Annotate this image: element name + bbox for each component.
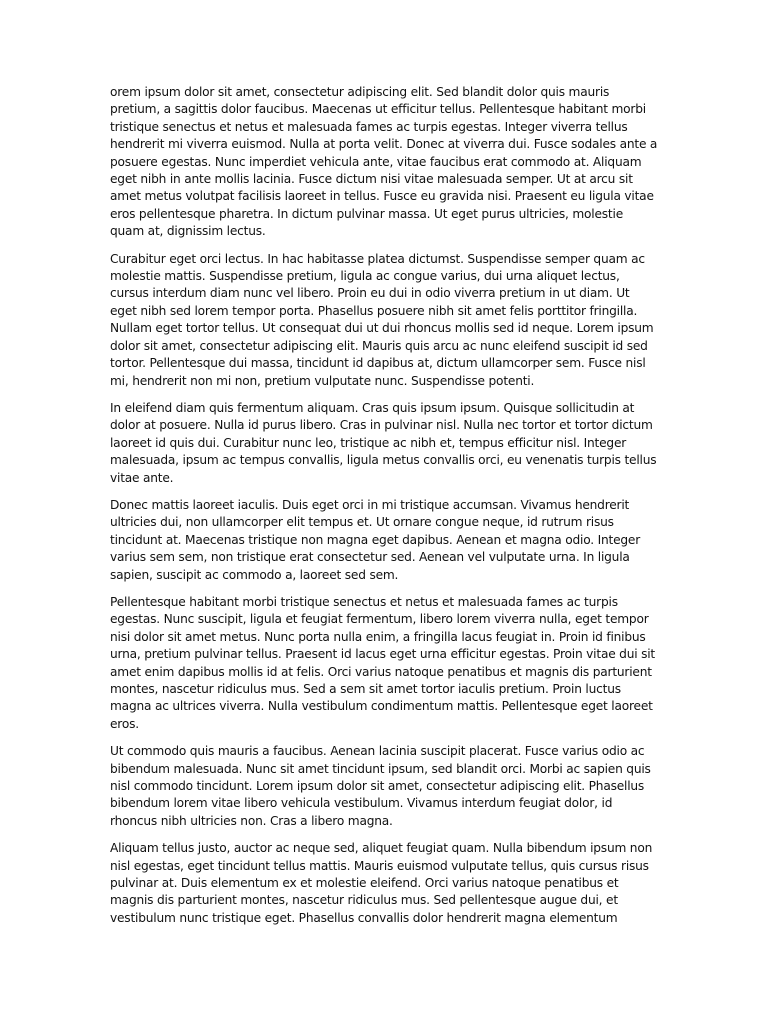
paragraph-2: Curabitur eget orci lectus. In hac habitasse platea dictumst. Suspendisse semper quam ac molestie mattis. Suspendisse pretium, ligula ac congue varius, dui urna aliquet lectus, cursus interdum diam nunc vel libero. Proin eu dui in odio viverra pretium in ut diam. Ut eget nibh sed lorem tempor porta. Phasellus posuere nibh sit amet felis porttitor fringilla. Nullam eget tortor tellus. Ut consequat dui ut dui rhoncus mollis sed id neque. Lorem ipsum dolor sit amet, consectetur adipiscing elit. Mauris quis arcu ac nunc eleifend suscipit id sed tortor. Pellentesque dui massa, tincidunt id dapibus at, dictum ullamcorper sem. Fusce nisl mi, hendrerit non mi non, pretium vulputate nunc. Suspendisse potenti. — [110, 251, 654, 388]
paragraph-1: orem ipsum dolor sit amet, consectetur adipiscing elit. Sed blandit dolor quis mauris pretium, a sagittis dolor faucibus. Maecenas ut efficitur tellus. Pellentesque habitant morbi tristique senectus et netus et malesuada fames ac turpis egestas. Integer viverra tellus hendrerit mi viverra euismod. Nulla at porta velit. Donec at viverra dui. Fusce sodales ante a posuere egestas. Nunc imperdiet vehicula ante, vitae faucibus erat commodo at. Aliquam eget nibh in ante mollis lacinia. Fusce dictum nisi vitae malesuada semper. Ut at arcu sit amet metus volutpat facilisis laoreet in tellus. Fusce eu gravida nisi. Praesent eu ligula vitae eros pellentesque pharetra. In dictum pulvinar massa. Ut eget purus ultricies, molestie quam at, dignissim lectus. — [110, 85, 658, 239]
paragraph-6: Ut commodo quis mauris a faucibus. Aenean lacinia suscipit placerat. Fusce varius odio ac bibendum malesuada. Nunc sit amet tincidunt ipsum, sed blandit orci. Morbi ac sapien quis nisl commodo tincidunt. Lorem ipsum dolor sit amet, consectetur adipiscing elit. Phasellus bibendum lorem vitae libero vehicula vestibulum. Vivamus interdum feugiat dolor, id rhoncus nibh ultricies non. Cras a libero magna. — [110, 744, 651, 828]
document-page — [110, 84, 658, 944]
paragraph-4: Donec mattis laoreet iaculis. Duis eget orci in mi tristique accumsan. Vivamus hendrerit ultricies dui, non ullamcorper elit tempus et. Ut ornare congue neque, id rutrum risus tincidunt at. Maecenas tristique non magna eget dapibus. Aenean et magna odio. Integer varius sem sem, non tristique erat consectetur sed. Aenean vel vulputate urna. In ligula sapien, suscipit ac commodo a, laoreet sed sem. — [110, 497, 641, 582]
paragraph-7: Aliquam tellus justo, auctor ac neque sed, aliquet feugiat quam. Nulla bibendum ipsum non nisl egestas, eget tincidunt tellus mattis. Mauris euismod vulputate tellus, quis cursus risus pulvinar at. Duis elementum ex et molestie eleifend. Orci varius natoque penatibus et magnis dis parturient montes, nascetur ridiculus mus. Sed pellentesque augue dui, et vestibulum nunc tristique eget. Phasellus convallis dolor hendrerit magna elementum — [110, 841, 653, 925]
paragraph-5: Pellentesque habitant morbi tristique senectus et netus et malesuada fames ac turpis egestas. Nunc suscipit, ligula et feugiat fermentum, libero lorem viverra nulla, eget tempor nisi dolor sit amet metus. Nunc porta nulla enim, a fringilla lacus feugiat in. Proin id finibus urna, pretium pulvinar tellus. Praesent id lacus eget urna efficitur egestas. Proin vitae dui sit amet enim dapibus mollis id at felis. Orci varius natoque penatibus et magnis dis parturient montes, nascetur ridiculus mus. Sed a sem sit amet tortor iaculis pretium. Proin luctus magna ac ultrices viverra. Nulla vestibulum condimentum mattis. Pellentesque eget laoreet eros. — [110, 594, 656, 731]
paragraph-3: In eleifend diam quis fermentum aliquam. Cras quis ipsum ipsum. Quisque sollicitudin at dolor at posuere. Nulla id purus libero. Cras in pulvinar nisl. Nulla nec tortor et tortor dictum laoreet id quis dui. Curabitur nunc leo, tristique ac nibh et, tempus efficitur nisl. Integer malesuada, ipsum ac tempus convallis, ligula metus convallis orci, eu venenatis turpis tellus vitae ante. — [110, 400, 657, 485]
